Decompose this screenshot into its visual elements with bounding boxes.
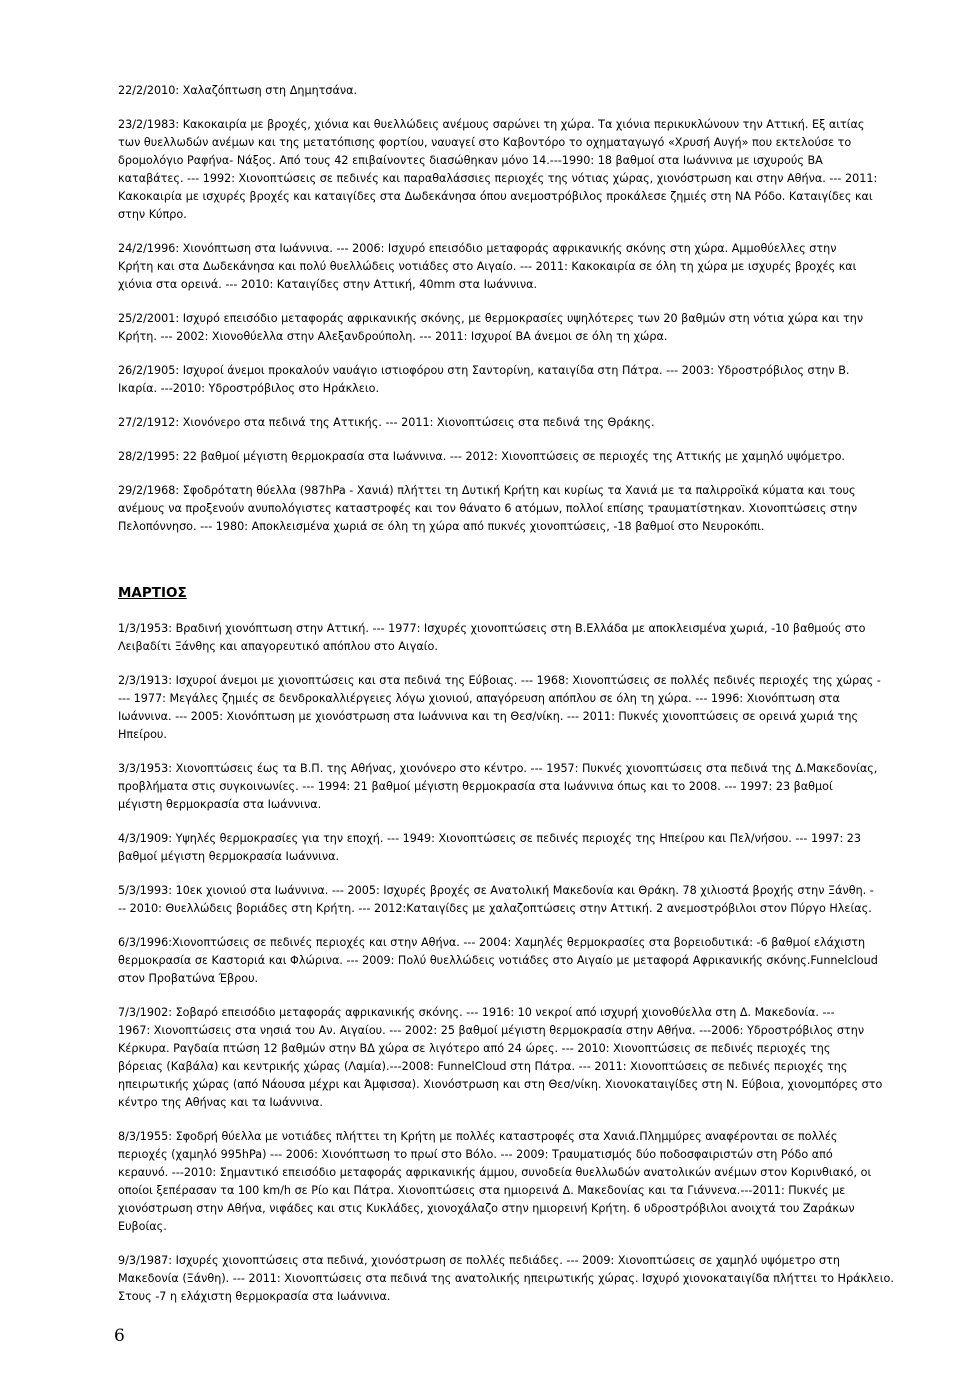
month-heading-march: ΜΑΡΤΙΟΣ: [118, 585, 187, 601]
entry-line: 5/3/1993: 10εκ χιονιού στα Ιωάννινα. --- 2005: Ισχυρές βροχές σε Ανατολική Μακεδονία και Θράκη. 78 χιλιοστά βροχής στην Ξάνθη. -: [118, 884, 874, 897]
weather-entry: [118, 830, 862, 866]
entry-line: 6/3/1996:Χιονοπτώσεις σε πεδινές περιοχές και στην Αθήνα. --- 2004: Χαμηλές θερμοκρασίες στα βορειοδυτικά: -6 βαθμοί ελάχιστη: [118, 936, 866, 949]
entry-line: στον Προβατώνα Έβρου.: [118, 972, 259, 985]
entry-line: οποίοι ξεπέρασαν τα 100 km/h σε Ρίο και Πάτρα. Χιονοπτώσεις στα ημιορεινά Δ. Μακεδονίας και τα Γιάννενα.---2011: Πυκνές με: [118, 1184, 846, 1197]
february-entries: [118, 82, 878, 536]
entry-line: 7/3/1902: Σοβαρό επεισόδιο μεταφοράς αφρικανικής σκόνης. --- 1916: 10 νεκροί από ισχυρή χιονοθύελλα στη Δ. Μακεδονία. ---: [118, 1006, 835, 1019]
entry-line: Στους -7 η ελάχιστη θερμοκρασία στα Ιωάννινα.: [118, 1290, 391, 1303]
document-body: [118, 82, 894, 1322]
entry-line: θερμοκρασία σε Καστοριά και Φλώρινα. --- 2009: Πολύ θυελλώδεις νοτιάδες στο Αιγαίο με μεταφορά Αφρικανικής σκόνης.Funnelcloud: [118, 954, 878, 967]
weather-entry: [118, 672, 881, 744]
page-number: 6: [114, 1326, 125, 1346]
entry-line: 24/2/1996: Χιονόπτωση στα Ιωάννινα. --- 2006: Ισχυρό επεισόδιο μεταφοράς αφρικανικής σκόνης στη χώρα. Αμμοθύελλες στην: [118, 242, 837, 255]
weather-entry: [118, 414, 846, 432]
weather-entry: [118, 310, 864, 346]
entry-line: Κρήτη και στα Δωδεκάνησα και πολύ θυελλώδεις νοτιάδες στο Αιγαίο. --- 2011: Κακοκαιρία σε όλη τη χώρα με ισχυρές βροχές και: [118, 260, 857, 273]
entry-line: 23/2/1983: Κακοκαιρία με βροχές, χιόνια και θυελλώδεις ανέμους σαρώνει τη χώρα. Τα χιόνια περικυκλώνουν την Αττική. Εξ αιτίας: [118, 118, 865, 131]
entry-line: βόρειας (Καβάλα) και κεντρικής χώρας (Λαμία).---2008: FunnelCloud στη Πάτρα. --- 2011: Χιονοπτώσεις σε πεδινές περιοχές της: [118, 1060, 848, 1073]
entry-line: 2/3/1913: Ισχυροί άνεμοι με χιονοπτώσεις και στα πεδινά της Εύβοιας. --- 1968: Χιονοπτώσεις σε πολλές πεδινές περιοχές της χώρας -: [118, 674, 881, 687]
entry-line: στην Κύπρο.: [118, 208, 187, 221]
weather-entry: [118, 1128, 872, 1236]
entry-line: χιονόστρωση στην Αθήνα, νιφάδες και στις Κυκλάδες, χιονοχάλαζο στην ημιορεινή Κρήτη. 6 υδροστρόβιλοι ανοιχτά του Ζαράκων: [118, 1202, 855, 1215]
entry-line: χιόνια στα ορεινά. --- 2010: Καταιγίδες στην Αττική, 40mm στα Ιωάννινα.: [118, 278, 538, 291]
entry-line: --- 1977: Μεγάλες ζημιές σε δενδροκαλλιέργειες λόγω χιονιού, απαγόρευση απόπλου σε όλη τη χώρα. --- 1996: Χιονόπτωση στα: [118, 692, 840, 705]
weather-entry: [118, 1252, 894, 1306]
entry-line: των θυελλωδών ανέμων και της μετατόπισης φορτίου, ναυαγεί στο Καβοντόρο το οχηματαγωγό «Χρυσή Αυγή» που εκτελούσε το: [118, 136, 852, 149]
entry-line: περιοχές (χαμηλό 995hPa) --- 2006: Χιονόπτωση το πρωί στο Βόλο. --- 2009: Τραυματισμός δύο ποδοσφαιριστών στη Ρόδο από: [118, 1148, 833, 1161]
entry-line: 22/2/2010: Χαλαζόπτωση στη Δημητσάνα.: [118, 84, 358, 97]
weather-entry: [118, 760, 878, 814]
entry-line: Κακοκαιρία με ισχυρές βροχές και καταιγίδες στα Δωδεκάνησα όπου ανεμοστρόβιλος προκάλεσε ζημιές στη ΝΑ Ρόδο. Καταιγίδες και: [118, 190, 873, 203]
weather-entry: [118, 1004, 883, 1112]
weather-entry: [118, 482, 858, 536]
entry-line: Ιωάννινα. --- 2005: Χιονόπτωση με χιονόστρωση στα Ιωάννινα και τη Θεσ/νίκη. --- 2011: Πυκνές χιονοπτώσεις σε ορεινά χωριά της: [118, 710, 859, 723]
entry-line: Ηπείρου.: [118, 728, 167, 741]
entry-line: 8/3/1955: Σφοδρή θύελλα με νοτιάδες πλήττει τη Κρήτη με πολλές καταστροφές στα Χανιά.Πλημμύρες αναφέρονται σε πολλές: [118, 1130, 838, 1143]
entry-line: 3/3/1953: Χιονοπτώσεις έως τα Β.Π. της Αθήνας, χιονόνερο στο κέντρο. --- 1957: Πυκνές χιονοπτώσεις στα πεδινά της Δ.Μακεδονίας,: [118, 762, 878, 775]
entry-line: μέγιστη θερμοκρασία στα Ιωάννινα.: [118, 798, 322, 811]
entry-line: καταβάτες. --- 1992: Χιονοπτώσεις σε πεδινές και παραθαλάσσιες περιοχές της νότιας χώρας, χιονόστρωση και στην Αθήνα. --- 2011:: [118, 172, 878, 185]
entry-line: Κρήτη. --- 2002: Χιονοθύελλα στην Αλεξανδρούπολη. --- 2011: Ισχυροί ΒΑ άνεμοι σε όλη τη χώρα.: [118, 330, 668, 343]
entry-line: προβλήματα στις συγκοινωνίες. --- 1994: 21 βαθμοί μέγιστη θερμοκρασία στα Ιωάννινα όπως και το 2008. --- 1997: 23 βαθμοί: [118, 780, 833, 793]
entry-line: κεραυνό. ---2010: Σημαντικό επεισόδιο μεταφοράς αφρικανικής άμμου, συνοδεία θυελλωδών ανατολικών ανέμων στον Κορινθιακό, οι: [118, 1166, 872, 1179]
march-entries: [118, 620, 894, 1306]
weather-entry: [118, 448, 846, 466]
entry-line: ηπειρωτικής χώρας (από Νάουσα μέχρι και Άμφισσα). Χιονόστρωση και στη Θεσ/νίκη. Χιονοκαταιγίδες στη Ν. Εύβοια, χιονομπόρες στο: [118, 1078, 883, 1091]
entry-line: 1967: Χιονοπτώσεις στα νησιά του Αν. Αιγαίου. --- 2002: 25 βαθμοί μέγιστη θερμοκρασία στην Αθήνα. ---2006: Υδροστρόβιλος στην: [118, 1024, 865, 1037]
entry-line: 29/2/1968: Σφοδρότατη θύελλα (987hPa - Χανιά) πλήττει τη Δυτική Κρήτη και κυρίως τα Χανιά με τα παλιρροϊκά κύματα και τους: [118, 484, 856, 497]
weather-entry: [118, 116, 878, 224]
weather-entry: [118, 934, 878, 988]
weather-entry: [118, 620, 866, 656]
weather-entry: [118, 362, 850, 398]
entry-line: 26/2/1905: Ισχυροί άνεμοι προκαλούν ναυάγιο ιστιοφόρου στη Σαντορίνη, καταιγίδα στη Πάτρα. --- 2003: Υδροστρόβιλος στην Β.: [118, 364, 850, 377]
entry-line: βαθμοί μέγιστη θερμοκρασία Ιωάννινα.: [118, 850, 340, 863]
weather-entry: [118, 82, 846, 100]
entry-line: Πελοπόννησο. --- 1980: Αποκλεισμένα χωριά σε όλη τη χώρα από πυκνές χιονοπτώσεις, -18 βαθμοί στο Νευροκόπι.: [118, 520, 765, 533]
entry-line: 9/3/1987: Ισχυρές χιονοπτώσεις στα πεδινά, χιονόστρωση σε πολλές πεδιάδες. --- 2009: Χιονοπτώσεις σε χαμηλό υψόμετρο στη: [118, 1254, 840, 1267]
entry-line: κέντρο της Αθήνας και τα Ιωάννινα.: [118, 1096, 323, 1109]
entry-line: ανέμους να προξενούν ανυπολόγιστες καταστροφές και τον θάνατο 6 ατόμων, πολλοί επίσης τραυματίστηκαν. Χιονοπτώσεις στην: [118, 502, 858, 515]
entry-line: 25/2/2001: Ισχυρό επεισόδιο μεταφοράς αφρικανικής σκόνης, με θερμοκρασίες υψηλότερες των 20 βαθμών στη νότια χώρα και την: [118, 312, 864, 325]
entry-line: -- 2010: Θυελλώδεις βοριάδες στη Κρήτη. --- 2012:Καταιγίδες με χαλαζοπτώσεις στην Αττική. 2 ανεμοστρόβιλοι στον Πύργο Ηλείας.: [118, 902, 872, 915]
entry-line: 1/3/1953: Βραδινή χιονόπτωση στην Αττική. --- 1977: Ισχυρές χιονοπτώσεις στη Β.Ελλάδα με αποκλεισμένα χωριά, -10 βαθμούς στο: [118, 622, 866, 635]
entry-line: 28/2/1995: 22 βαθμοί μέγιστη θερμοκρασία στα Ιωάννινα. --- 2012: Χιονοπτώσεις σε περιοχές της Αττικής με χαμηλό υψόμετρο.: [118, 450, 845, 463]
entry-line: Ευβοίας.: [118, 1220, 167, 1233]
entry-line: δρομολόγιο Ραφήνα- Νάξος. Από τους 42 επιβαίνοντες διασώθηκαν μόνο 14.---1990: 18 βαθμοί στα Ιωάννινα με ισχυρούς ΒΑ: [118, 154, 823, 167]
weather-entry: [118, 240, 857, 294]
entry-line: 27/2/1912: Χιονόνερο στα πεδινά της Αττικής. --- 2011: Χιονοπτώσεις στα πεδινά της Θράκης.: [118, 416, 655, 429]
entry-line: 4/3/1909: Υψηλές θερμοκρασίες για την εποχή. --- 1949: Χιονοπτώσεις σε πεδινές περιοχές της Ηπείρου και Πελ/νήσου. --- 1997: 23: [118, 832, 862, 845]
entry-line: Μακεδονία (Ξάνθη). --- 2011: Χιονοπτώσεις στα πεδινά της ανατολικής ηπειρωτικής χώρας. Ισχυρό χιονοκαταιγίδα πλήττει το Ηράκλειο.: [118, 1272, 894, 1285]
entry-line: Κέρκυρα. Ραγδαία πτώση 12 βαθμών στην ΒΔ χώρα σε λιγότερο από 24 ώρες. --- 2010: Χιονοπτώσεις σε πεδινές περιοχές της: [118, 1042, 831, 1055]
entry-line: Ικαρία. ---2010: Υδροστρόβιλος στο Ηράκλειο.: [118, 382, 380, 395]
weather-entry: [118, 882, 874, 918]
entry-line: Λειβαδίτι Ξάνθης και απαγορευτικό απόπλου στο Αιγαίο.: [118, 640, 438, 653]
